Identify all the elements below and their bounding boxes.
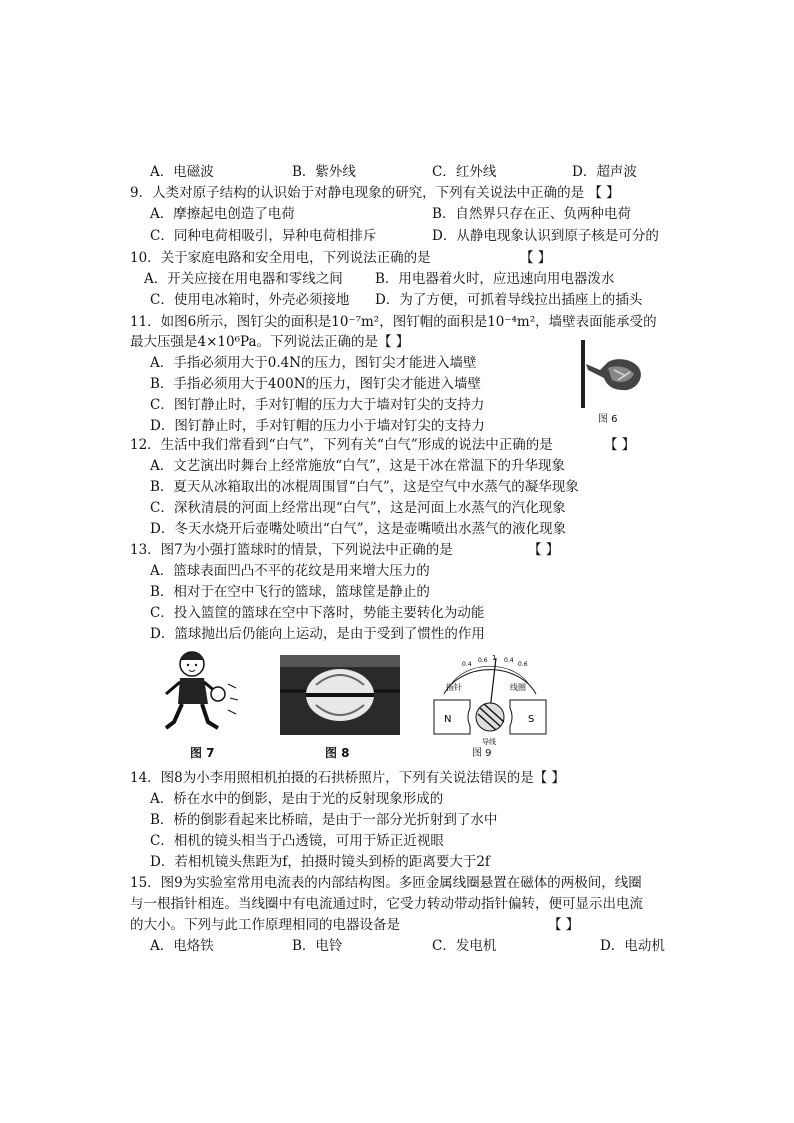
q8-option-b: B．紫外线 (292, 164, 356, 180)
scale-label-1: 0.4 (462, 661, 472, 668)
coil-label: 线圈 (510, 683, 526, 692)
q10-option-b: B．用电器着火时，应迅速向用电器泼水 (375, 271, 615, 287)
q8-option-c: C．红外线 (432, 164, 497, 180)
scale-label-2: 0.6 (478, 657, 488, 664)
q14-option-a: A．桥在水中的倒影，是由于光的反射现象形成的 (150, 791, 444, 807)
q13-bracket: 【 】 (528, 542, 560, 558)
q9-option-b: B．自然界只存在正、负两种电荷 (432, 206, 631, 222)
q9-stem: 9．人类对原子结构的认识始于对静电现象的研究，下列有关说法中正确的是 【 】 (130, 185, 620, 201)
figure-7-basketball-player-image (152, 648, 244, 740)
q9-option-a: A．摩擦起电创造了电荷 (150, 206, 295, 222)
wire-label: 导线 (482, 738, 496, 746)
q11-option-b: B．手指必须用大于400N的压力，图钉尖才能进入墙壁 (150, 376, 481, 392)
q13-option-b: B．相对于在空中飞行的篮球，篮球筐是静止的 (150, 584, 430, 600)
q13-option-d: D．篮球抛出后仍能向上运动，是由于受到了惯性的作用 (150, 626, 485, 642)
q12-option-c: C．深秋清晨的河面上经常出现“白气”，这是河面上水蒸气的汽化现象 (150, 500, 566, 516)
figure-6-thumbtack-image (578, 340, 648, 410)
q13-option-a: A．篮球表面凹凸不平的花纹是用来增大压力的 (150, 563, 430, 579)
north-pole-label: N (444, 714, 452, 725)
q14-option-c: C．相机的镜头相当于凸透镜，可用于矫正近视眼 (150, 833, 444, 849)
q12-bracket: 【 】 (604, 437, 636, 453)
q10-bracket: 【 】 (520, 250, 552, 266)
q11-stem-line1: 11．如图6所示，图钉尖的面积是10⁻⁷m²，图钉帽的面积是10⁻⁴m²，墙壁表面能承受的 (130, 314, 657, 330)
q11-option-d: D．图钉静止时，手对钉帽的压力小于墙对钉尖的支持力 (150, 418, 485, 434)
q15-stem-line3: 的大小。下列与此工作原理相同的电器设备是 (130, 917, 400, 933)
q15-stem-line2: 与一根指针相连。当线圈中有电流通过时，它受力转动带动指针偏转，便可显示出电流 (130, 896, 643, 912)
q11-option-a: A．手指必须用大于0.4N的压力，图钉尖才能进入墙壁 (150, 355, 477, 371)
q10-option-c: C．使用电冰箱时，外壳必须接地 (150, 292, 350, 308)
q13-stem: 13．图7为小强打篮球时的情景，下列说法中正确的是 (130, 542, 453, 558)
needle-label: 指针 (446, 683, 462, 692)
q12-option-b: B．夏天从冰箱取出的冰棍周围冒“白气”，这是空气中水蒸气的凝华现象 (150, 479, 579, 495)
q15-options (0, 936, 794, 956)
figure-7-caption: 图 7 (190, 746, 215, 760)
q15-option-a: A．电烙铁 (150, 938, 214, 954)
q14-option-b: B．桥的倒影看起来比桥暗，是由于一部分光折射到了水中 (150, 812, 498, 828)
q8-option-d: D．超声波 (572, 164, 637, 180)
figure-8-arch-bridge-image (280, 655, 400, 735)
q12-stem: 12．生活中我们常看到“白气”，下列有关“白气”形成的说法中正确的是 (130, 437, 553, 453)
q15-option-b: B．电铃 (292, 938, 343, 954)
q13-option-c: C．投入篮筐的篮球在空中下落时，势能主要转化为动能 (150, 605, 485, 621)
q9-option-d: D．从静电现象认识到原子核是可分的 (432, 228, 659, 244)
q14-option-d: D．若相机镜头焦距为f，拍摄时镜头到桥的距离要大于2f (150, 854, 490, 870)
figure-9-ammeter-diagram (430, 650, 550, 746)
q14-stem: 14．图8为小李用照相机拍摄的石拱桥照片，下列有关说法错误的是【 】 (130, 770, 566, 786)
figure-6-caption: 图 6 (598, 414, 618, 425)
q11-stem-line2: 最大压强是4×10⁶Pa。下列说法正确的是【 】 (130, 334, 410, 350)
scale-label-4: 0.4 (504, 657, 514, 664)
q9-option-c: C．同种电荷相吸引，异种电荷相排斥 (150, 228, 377, 244)
q8-option-a: A．电磁波 (150, 164, 214, 180)
q15-bracket: 【 】 (548, 917, 580, 933)
figure-8-caption: 图 8 (325, 746, 350, 760)
scale-label-5: 0.6 (518, 661, 528, 668)
q15-option-d: D．电动机 (600, 938, 665, 954)
q10-option-d: D．为了方便，可抓着导线拉出插座上的插头 (375, 292, 643, 308)
q12-option-d: D．冬天水烧开后壶嘴处喷出“白气”，这是壶嘴喷出水蒸气的液化现象 (150, 521, 567, 537)
scale-label-3: 1 (492, 654, 497, 662)
q11-option-c: C．图钉静止时，手对钉帽的压力大于墙对钉尖的支持力 (150, 397, 485, 413)
q10-stem: 10．关于家庭电路和安全用电，下列说法正确的是 (130, 250, 431, 266)
q12-option-a: A．文艺演出时舞台上经常施放“白气”，这是干冰在常温下的升华现象 (150, 458, 566, 474)
q10-option-a: A．开关应接在用电器和零线之间 (144, 271, 343, 287)
q15-option-c: C．发电机 (432, 938, 497, 954)
figure-9-caption: 图 9 (472, 748, 492, 759)
south-pole-label: S (528, 714, 535, 725)
q8-options (0, 162, 794, 182)
q15-stem-line1: 15．图9为实验室常用电流表的内部结构图。多匝金属线圈悬置在磁体的两极间，线圈 (130, 875, 642, 891)
needle-line (490, 658, 496, 710)
